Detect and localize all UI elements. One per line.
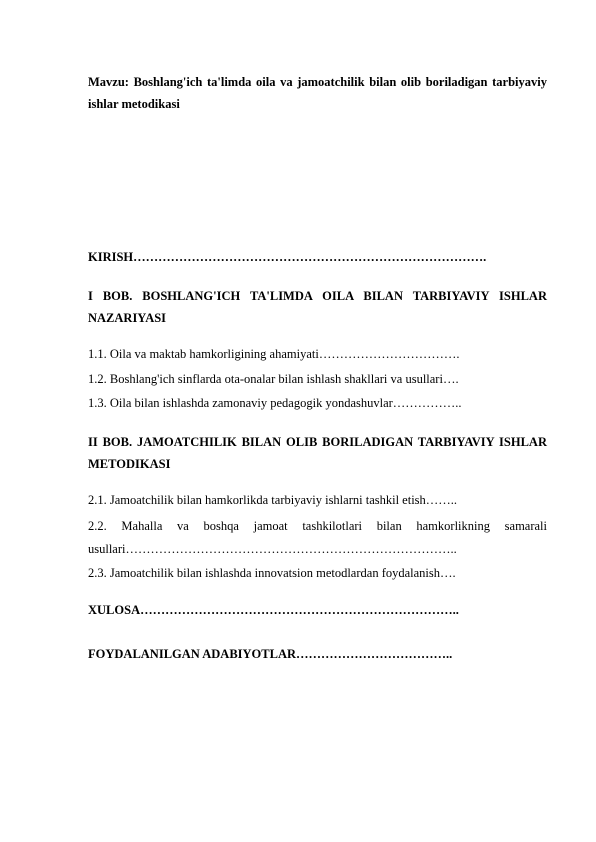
toc-section-2-3: 2.3. Jamoatchilik bilan ishlashda innovatsion metodlardan foydalanish…. — [88, 566, 456, 580]
toc-chapter-1-title: I BOB. BOSHLANG'ICH TA'LIMDA OILA BILAN TARBIYAVIY ISHLAR NAZARIYASI — [88, 289, 547, 325]
topic-title: Mavzu: Boshlang'ich ta'limda oila va jamoatchilik bilan olib boriladigan tarbiyaviy ishlar metodikasi — [88, 75, 547, 111]
toc-section-2-2: 2.2. Mahalla va boshqa jamoat tashkilotlari bilan hamkorlikning samarali usullari…………………………………………………………………….. — [88, 519, 547, 556]
toc-chapter-2-title: II BOB. JAMOATCHILIK BILAN OLIB BORILADIGAN TARBIYAVIY ISHLAR METODIKASI — [88, 435, 547, 471]
toc-section-1-3: 1.3. Oila bilan ishlashda zamonaviy pedagogik yondashuvlar…………….. — [88, 396, 462, 410]
toc-references: FOYDALANILGAN ADABIYOTLAR……………………………….. — [88, 647, 453, 661]
toc-section-1-2: 1.2. Boshlang'ich sinflarda ota-onalar bilan ishlash shakllari va usullari…. — [88, 372, 459, 386]
toc-conclusion: XULOSA………………………………………………………………….. — [88, 603, 459, 617]
toc-section-2-1: 2.1. Jamoatchilik bilan hamkorlikda tarbiyaviy ishlarni tashkil etish…….. — [88, 493, 458, 507]
toc-section-1-1: 1.1. Oila va maktab hamkorligining ahamiyati……………………………. — [88, 347, 460, 361]
toc-intro: KIRISH…………………………………………………………………………. — [88, 250, 487, 264]
